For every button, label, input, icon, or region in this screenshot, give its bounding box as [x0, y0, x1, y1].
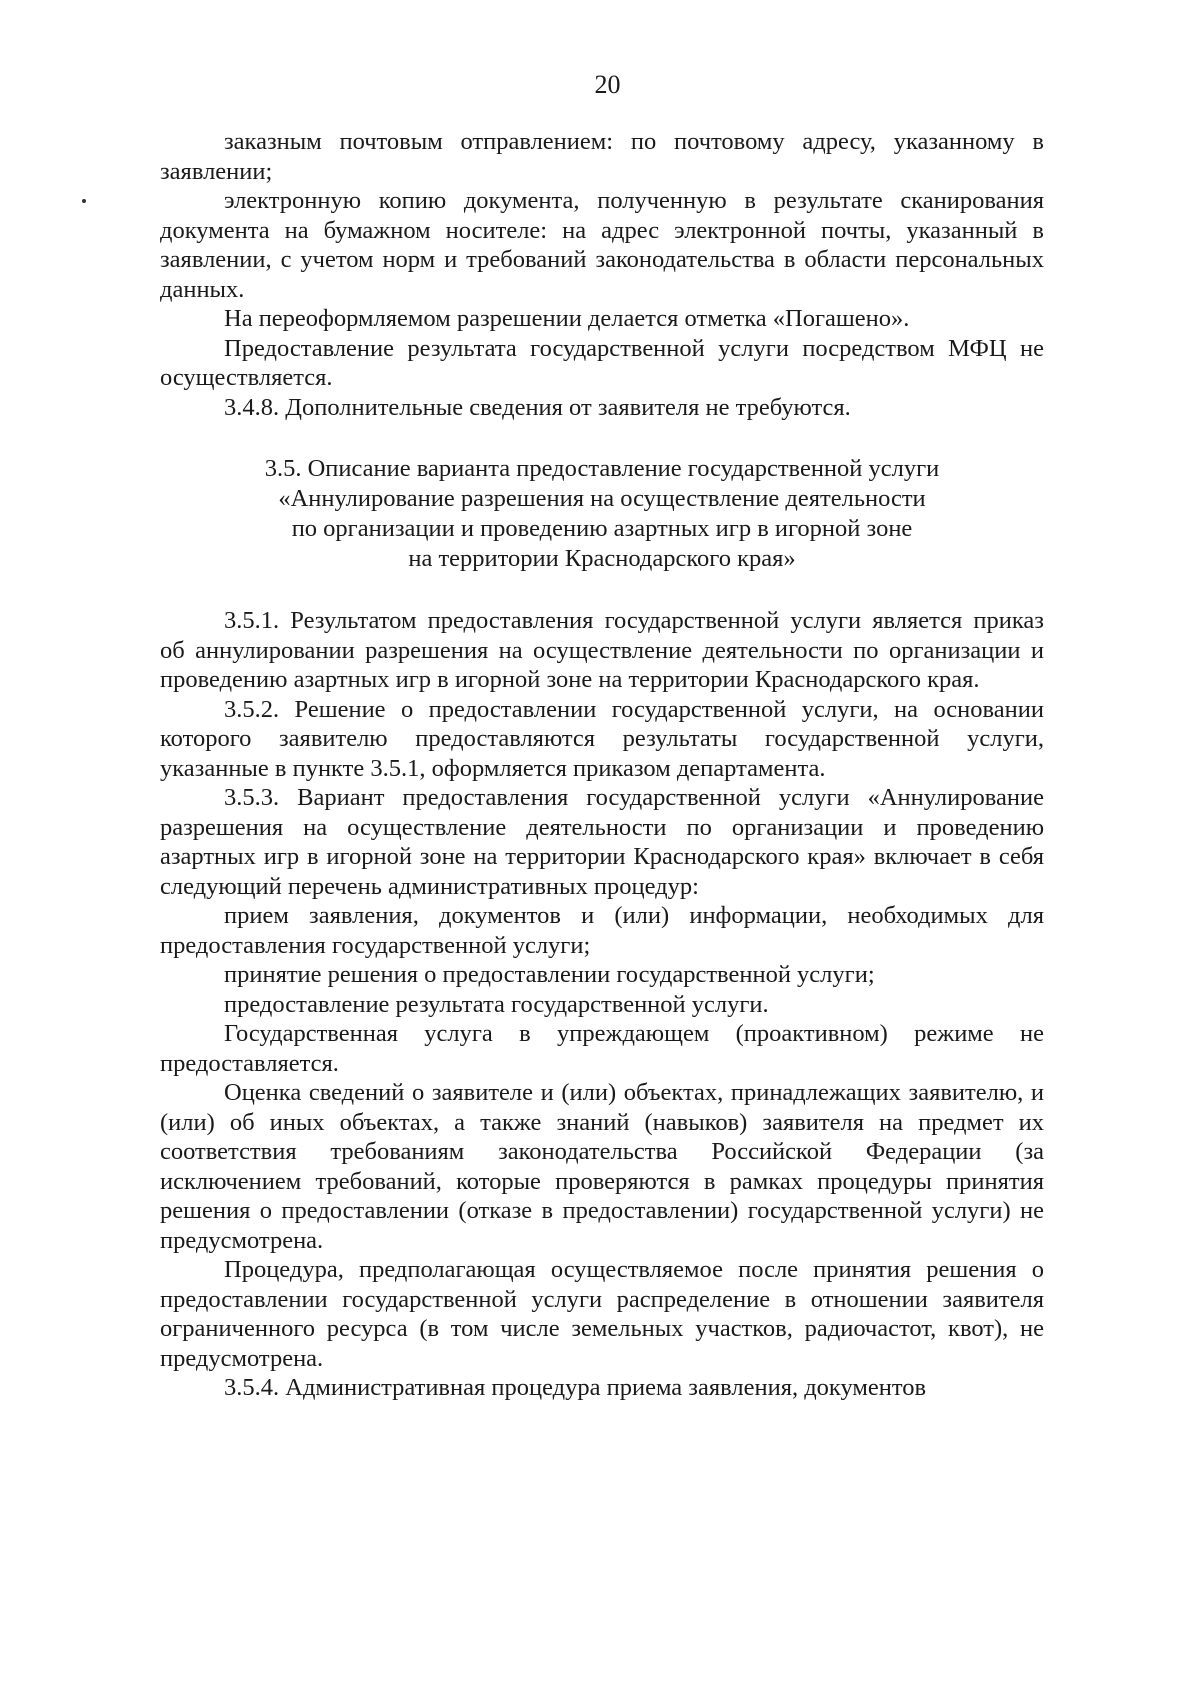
paragraph: предоставление результата государственной услуги.	[224, 990, 769, 1018]
scan-dot	[82, 199, 86, 203]
paragraph: 3.4.8. Дополнительные сведения от заявителя не требуются.	[224, 393, 851, 421]
paragraph: 3.5.4. Административная процедура приема заявления, документов	[224, 1374, 927, 1401]
paragraph: электронную копию документа, полученную в результате сканирования документа на бумажном носителе: на адрес электронной почты, указанный в заявлении, с учетом норм и требований законодательства в области персональных данных.	[160, 187, 1044, 303]
heading-line: на территории Краснодарского края»	[408, 545, 796, 572]
heading-line: «Аннулирование разрешения на осуществление деятельности	[278, 485, 926, 512]
section-heading	[160, 454, 1044, 574]
heading-line: 3.5. Описание варианта предоставление государственной услуги	[264, 455, 940, 482]
paragraph: 3.5.2. Решение о предоставлении государственной услуги, на основании которого заявителю предоставляются результаты государственной услуги, указанные в пункте 3.5.1, оформляется приказом департамента.	[160, 695, 1044, 782]
paragraph: На переоформляемом разрешении делается отметка «Погашено».	[224, 305, 910, 332]
heading-line: по организации и проведению азартных игр в игорной зоне	[291, 515, 913, 542]
paragraph: Предоставление результата государственной услуги посредством МФЦ не осуществляется.	[160, 334, 1044, 391]
paragraph: 3.5.3. Вариант предоставления государственной услуги «Аннулирование разрешения на осуществление деятельности по организации и проведению азартных игр в игорной зоне на территории Краснодарского края» включает в себя следующий перечень административных процедур:	[160, 784, 1044, 900]
paragraph: 3.5.1. Результатом предоставления государственной услуги является приказ об аннулировании разрешения на осуществление деятельности по организации и проведению азартных игр в игорной зоне на территории Краснодарского края.	[160, 607, 1044, 693]
paragraph: Государственная услуга в упреждающем (проактивном) режиме не предоставляется.	[160, 1020, 1044, 1077]
page-number: 20	[594, 70, 621, 99]
paragraph: прием заявления, документов и (или) информации, необходимых для предоставления государственной услуги;	[160, 902, 1044, 959]
paragraph: Оценка сведений о заявителе и (или) объектах, принадлежащих заявителю, и (или) об иных объектах, а также знаний (навыков) заявителя на предмет их соответствия требованиям законодательства Российской Федерации (за исключением требований, которые проверяются в рамках процедуры принятия решения о предоставлении (отказе в предоставлении) государственной услуги) не предусмотрена.	[160, 1079, 1044, 1254]
document-body	[160, 127, 1044, 1403]
paragraph: Процедура, предполагающая осуществляемое после принятия решения о предоставлении государственной услуги распределение в отношении заявителя ограниченного ресурса (в том числе земельных участков, радиочастот, квот), не предусмотрена.	[160, 1256, 1044, 1372]
paragraph: принятие решения о предоставлении государственной услуги;	[224, 961, 875, 988]
paragraph: заказным почтовым отправлением: по почтовому адресу, указанному в заявлении;	[160, 128, 1044, 185]
